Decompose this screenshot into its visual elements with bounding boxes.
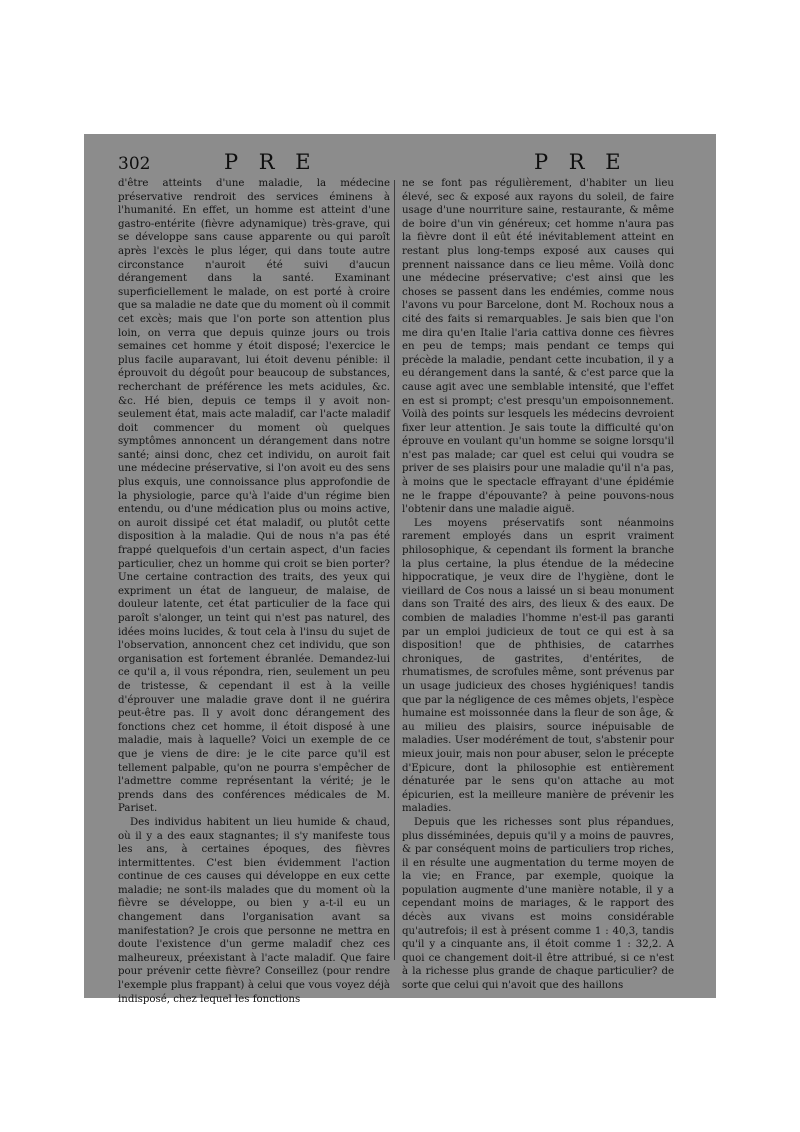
column-divider <box>394 180 395 960</box>
right-column <box>402 177 674 993</box>
running-head-right: P R E <box>534 150 628 174</box>
running-head-left: P R E <box>224 150 318 174</box>
page-number: 302 <box>118 154 151 174</box>
paragraph: Depuis que les richesses sont plus répandues, plus disséminées, depuis qu'il y a moins de pauvres, & par conséquent moins de particuliers trop riches, il en résulte une augmentation du terme moyen de la vie; en France, par exemple, quoique la population augmente d'une manière notable, il y a cependant moins de mariages, & le rapport des décès aux vivans est moins considérable qu'autrefois; il est à présent comme 1 : 40,3, tandis qu'il y a cinquante ans, il étoit comme 1 : 32,2. A quoi ce changement doit-il être attribué, si ce n'est à la richesse plus grande de chaque particulier? de sorte que celui qui n'avoit que des haillons <box>402 816 674 992</box>
paragraph: Les moyens préservatifs sont néanmoins rarement employés dans un esprit vraiment philosophique, & cependant ils forment la branche la plus certaine, la plus étendue de la médecine hippocratique, je veux dire de l'hygiène, dont le vieillard de Cos nous a laissé un si beau monument dans son Traité des airs, des lieux & des eaux. De combien de maladies l'homme n'est-il pas garanti par un emploi judicieux de tout ce qui est à sa disposition! que de phthisies, de catarrhes chroniques, de gastrites, d'entérites, de rhumatismes, de scrofules même, sont prévenus par un usage judicieux des choses hygiéniques! tandis que par la négligence de ces mêmes objets, l'espèce humaine est moissonnée dans la fleur de son âge, & au milieu des plaisirs, source inépuisable de maladies. User modérément de tout, s'abstenir pour mieux jouir, mais non pour abuser, selon le précepte d'Epicure, dont la philosophie est entièrement dénaturée par le sens qu'on attache au mot épicurien, est la meilleure manière de prévenir les maladies. <box>402 517 674 815</box>
left-column <box>118 177 390 1006</box>
scanned-page <box>84 134 716 1005</box>
paragraph: ne se font pas régulièrement, d'habiter un lieu élevé, sec & exposé aux rayons du soleil, de faire usage d'une nourriture saine, restaurante, & même de boire d'un vin généreux; cet homme n'aura pas la fièvre dont il eût été inévitablement atteint en restant plus long-temps exposé aux causes qui prennent naissance dans ce lieu même. Voilà donc une médecine préservative; c'est ainsi que les choses se passent dans les endémies, comme nous l'avons vu pour Barcelone, dont M. Rochoux nous a cité des faits si remarquables. Je sais bien que l'on me dira qu'en Italie l'aria cattiva donne ces fièvres en peu de temps; mais pendant ce temps qui précède la maladie, pendant cette incubation, il y a eu dérangement dans la santé, & c'est parce que la cause agit avec une semblable intensité, que l'effet en est si prompt; c'est presqu'un empoisonnement. Voilà des points sur lesquels les médecins devroient fixer leur attention. Je sais toute la difficulté qu'on éprouve en voulant qu'un homme se soigne lorsqu'il n'est pas malade; car quel est celui qui voudra se priver de ses plaisirs pour une maladie qu'il n'a pas, à moins que le spectacle effrayant d'une épidémie ne le frappe d'épouvante? à peine pouvons-nous l'obtenir dans une maladie aiguë. <box>402 178 674 516</box>
paragraph: Des individus habitent un lieu humide & chaud, où il y a des eaux stagnantes; il s'y manifeste tous les ans, à certaines époques, des fièvres intermittentes. C'est bien évidemment l'action continue de ces causes qui développe en eux cette maladie; ne sont-ils malades que du moment où la fièvre se développe, ou bien y a-t-il eu un changement dans l'organisation avant sa manifestation? Je crois que personne ne mettra en doute l'existence d'un germe maladif chez ces malheureux, préexistant à l'acte maladif. Que faire pour prévenir cette fièvre? Conseillez (pour rendre l'exemple plus frappant) à celui que vous voyez déjà indisposé, chez lequel les fonctions <box>118 816 390 1005</box>
paragraph: d'être atteints d'une maladie, la médecine préservative rendroit des services éminens à l'humanité. En effet, un homme est atteint d'une gastro-entérite (fièvre adynamique) très-grave, qui se développe sans cause apparente ou qui paroît après l'excès le plus léger, qui dans toute autre circonstance n'auroit été suivi d'aucun dérangement dans la santé. Examinant superficiellement le malade, on est porté à croire que sa maladie ne date que du moment où il commit cet excès; mais que l'on porte son attention plus loin, on verra que depuis quinze jours ou trois semaines cet homme y étoit disposé; l'exercice le plus facile auparavant, lui étoit devenu pénible: il éprouvoit du dégoût pour beaucoup de substances, recherchant de préférence les mets acidules, &c. &c. Hé bien, depuis ce temps il y avoit non-seulement état, mais acte maladif, car l'acte maladif doit commencer du moment où quelques symptômes annoncent un dérangement dans notre santé; ainsi donc, chez cet individu, on auroit fait une médecine préservative, si l'on avoit eu des sens plus exquis, une connoissance plus approfondie de la physiologie, parce qu'à l'aide d'un régime bien entendu, ou d'une médication plus ou moins active, on auroit dissipé cet état maladif, ou plutôt cette disposition à la maladie. Qui de nous n'a pas été frappé quelquefois d'un certain aspect, d'un facies particulier, chez un homme qui croit se bien porter? Une certaine contraction des traits, des yeux qui expriment un état de langueur, de malaise, de douleur latente, cet état particulier de la face qui paroît s'alonger, un teint qui n'est pas naturel, des idées moins lucides, & tout cela à l'insu du sujet de l'observation, annoncent chez cet individu, que son organisation est fortement ébranlée. Demandez-lui ce qu'il a, il vous répondra, rien, seulement un peu de tristesse, & cependant il est à la veille d'éprouver une maladie grave dont il ne guérira peut-être pas. Il y avoit donc dérangement des fonctions chez cet homme, il étoit disposé à une maladie, mais à laquelle? Voici un exemple de ce que je viens de dire: je le cite parce qu'il est tellement palpable, qu'on ne pourra s'empêcher de l'admettre comme représentant la vérité; je le prends dans des conférences médicales de M. Pariset. <box>118 178 390 815</box>
page-header <box>84 134 716 176</box>
